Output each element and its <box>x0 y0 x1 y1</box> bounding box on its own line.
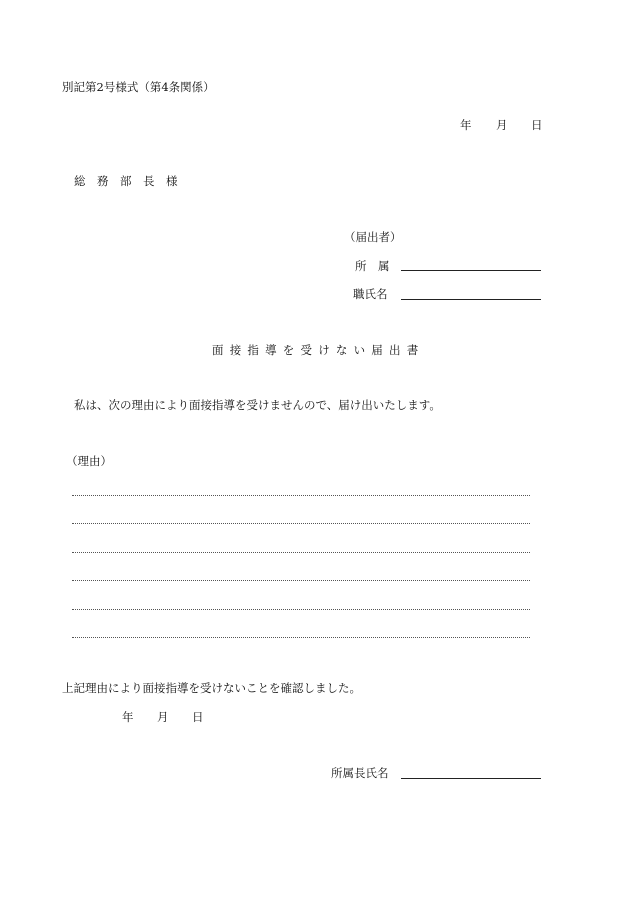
reason-line <box>72 609 530 610</box>
reason-line <box>72 495 530 496</box>
reason-line <box>72 552 530 553</box>
name-line <box>401 299 541 300</box>
document-title: 面接指導を受けない届出書 <box>212 343 425 357</box>
supervisor-label: 所属長氏名 <box>331 766 389 780</box>
form-number: 別記第2号様式（第4条関係） <box>62 80 215 94</box>
confirmation-text: 上記理由により面接指導を受けないことを確認しました。 <box>62 681 361 695</box>
reason-line <box>72 523 530 524</box>
date-top-year: 年 <box>460 118 472 132</box>
reason-line <box>72 580 530 581</box>
addressee: 総 務 部 長 様 <box>74 174 178 188</box>
date-bottom-year: 年 <box>122 710 134 724</box>
submitter-heading: （届出者） <box>344 230 402 244</box>
reason-line <box>72 637 530 638</box>
statement: 私は、次の理由により面接指導を受けませんので、届け出いたします。 <box>74 398 441 412</box>
affiliation-label: 所 属 <box>355 259 390 273</box>
reason-label: （理由） <box>66 454 112 468</box>
name-label: 職氏名 <box>353 287 388 301</box>
supervisor-line <box>401 778 541 779</box>
affiliation-line <box>401 270 541 271</box>
date-bottom-month: 月 <box>157 710 169 724</box>
date-bottom-day: 日 <box>192 710 204 724</box>
date-top-month: 月 <box>496 118 508 132</box>
date-top-day: 日 <box>531 118 543 132</box>
